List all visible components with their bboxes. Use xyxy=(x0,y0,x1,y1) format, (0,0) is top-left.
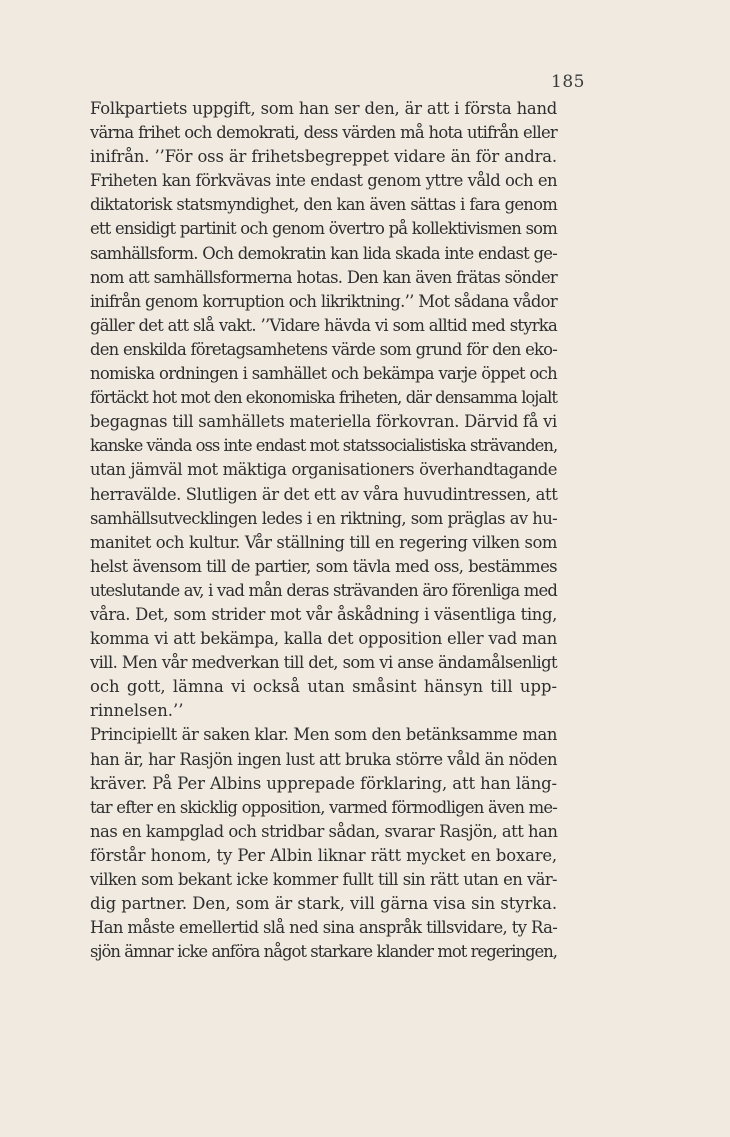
text-line: nas en kampglad och stridbar sådan, svarar Rasjön, att han xyxy=(90,821,558,841)
text-line: begagnas till samhällets materiella förkovran. Därvid få vi xyxy=(90,412,557,432)
text-line: kanske vända oss inte endast mot statssocialistiska strävanden, xyxy=(90,436,558,456)
text-line: utan jämväl mot mäktiga organisationers överhandtagande xyxy=(90,460,557,480)
text-line: vilken som bekant icke kommer fullt till sin rätt utan en vär- xyxy=(90,870,557,889)
text-line: Han måste emellertid slå ned sina anspråk tillsvidare, ty Ra- xyxy=(90,918,558,938)
text-line: manitet och kultur. Vår ställning till en regering vilken som xyxy=(90,532,557,552)
text-line: nomiska ordningen i samhället och bekämpa varje öppet och xyxy=(90,364,557,384)
text-line: samhällsform. Och demokratin kan lida skada inte endast ge- xyxy=(90,243,557,263)
text-line: vill. Men vår medverkan till det, som vi anse ändamålsenligt xyxy=(90,653,557,673)
text-line: inifrån genom korruption och likriktning.’’ Mot sådana vådor xyxy=(90,291,557,311)
text-line: herravälde. Slutligen är det ett av våra huvudintressen, att xyxy=(90,484,558,504)
text-line: helst ävensom till de partier, som tävla med oss, bestämmes xyxy=(90,556,557,576)
text-line: samhällsutvecklingen ledes i en riktning, som präglas av hu- xyxy=(90,508,557,528)
text-line: komma vi att bekämpa, kalla det opposition eller vad man xyxy=(90,629,557,649)
text-line: inifrån. ’’För oss är frihetsbegreppet vidare än för andra. xyxy=(90,147,557,167)
body-text xyxy=(90,97,557,964)
text-line: ett ensidigt partinit och genom övertro på kollektivismen som xyxy=(90,219,557,239)
text-line: Folkpartiets uppgift, som han ser den, är att i första hand xyxy=(90,99,557,118)
text-line: dig partner. Den, som är stark, vill gärna visa sin styrka. xyxy=(90,894,557,914)
text-line: förtäckt hot mot den ekonomiska friheten, där densamma lojalt xyxy=(90,388,557,408)
text-line: och gott, lämna vi också utan småsint hänsyn till upp- xyxy=(90,677,557,697)
text-line: sjön ämnar icke anföra något starkare klander mot regeringen, xyxy=(90,942,557,962)
text-line: värna frihet och demokrati, dess värden må hota utifrån eller xyxy=(90,123,557,143)
text-line: Principiellt är saken klar. Men som den betänksamme man xyxy=(90,725,557,745)
text-line: uteslutande av, i vad mån deras strävanden äro förenliga med xyxy=(90,580,558,600)
text-line: gäller det att slå vakt. ’’Vidare hävda vi som alltid med styrka xyxy=(90,315,557,335)
text-line: rinnelsen.’’ xyxy=(90,701,184,721)
text-line: Friheten kan förkvävas inte endast genom yttre våld och en xyxy=(90,171,557,191)
page-number: 185 xyxy=(551,72,585,92)
text-line: den enskilda företagsamhetens värde som grund för den eko- xyxy=(90,339,557,359)
text-line: han är, har Rasjön ingen lust att bruka större våld än nöden xyxy=(90,749,557,769)
text-line: tar efter en skicklig opposition, varmed förmodligen även me- xyxy=(90,797,557,817)
text-line: förstår honom, ty Per Albin liknar rätt mycket en boxare, xyxy=(90,845,557,865)
text-line: nom att samhällsformerna hotas. Den kan även frätas sönder xyxy=(90,267,557,287)
text-line: våra. Det, som strider mot vår åskådning i väsentliga ting, xyxy=(90,604,557,624)
text-line: diktatorisk statsmyndighet, den kan även sättas i fara genom xyxy=(90,195,557,215)
text-line: kräver. På Per Albins upprepade förklaring, att han läng- xyxy=(90,773,557,793)
